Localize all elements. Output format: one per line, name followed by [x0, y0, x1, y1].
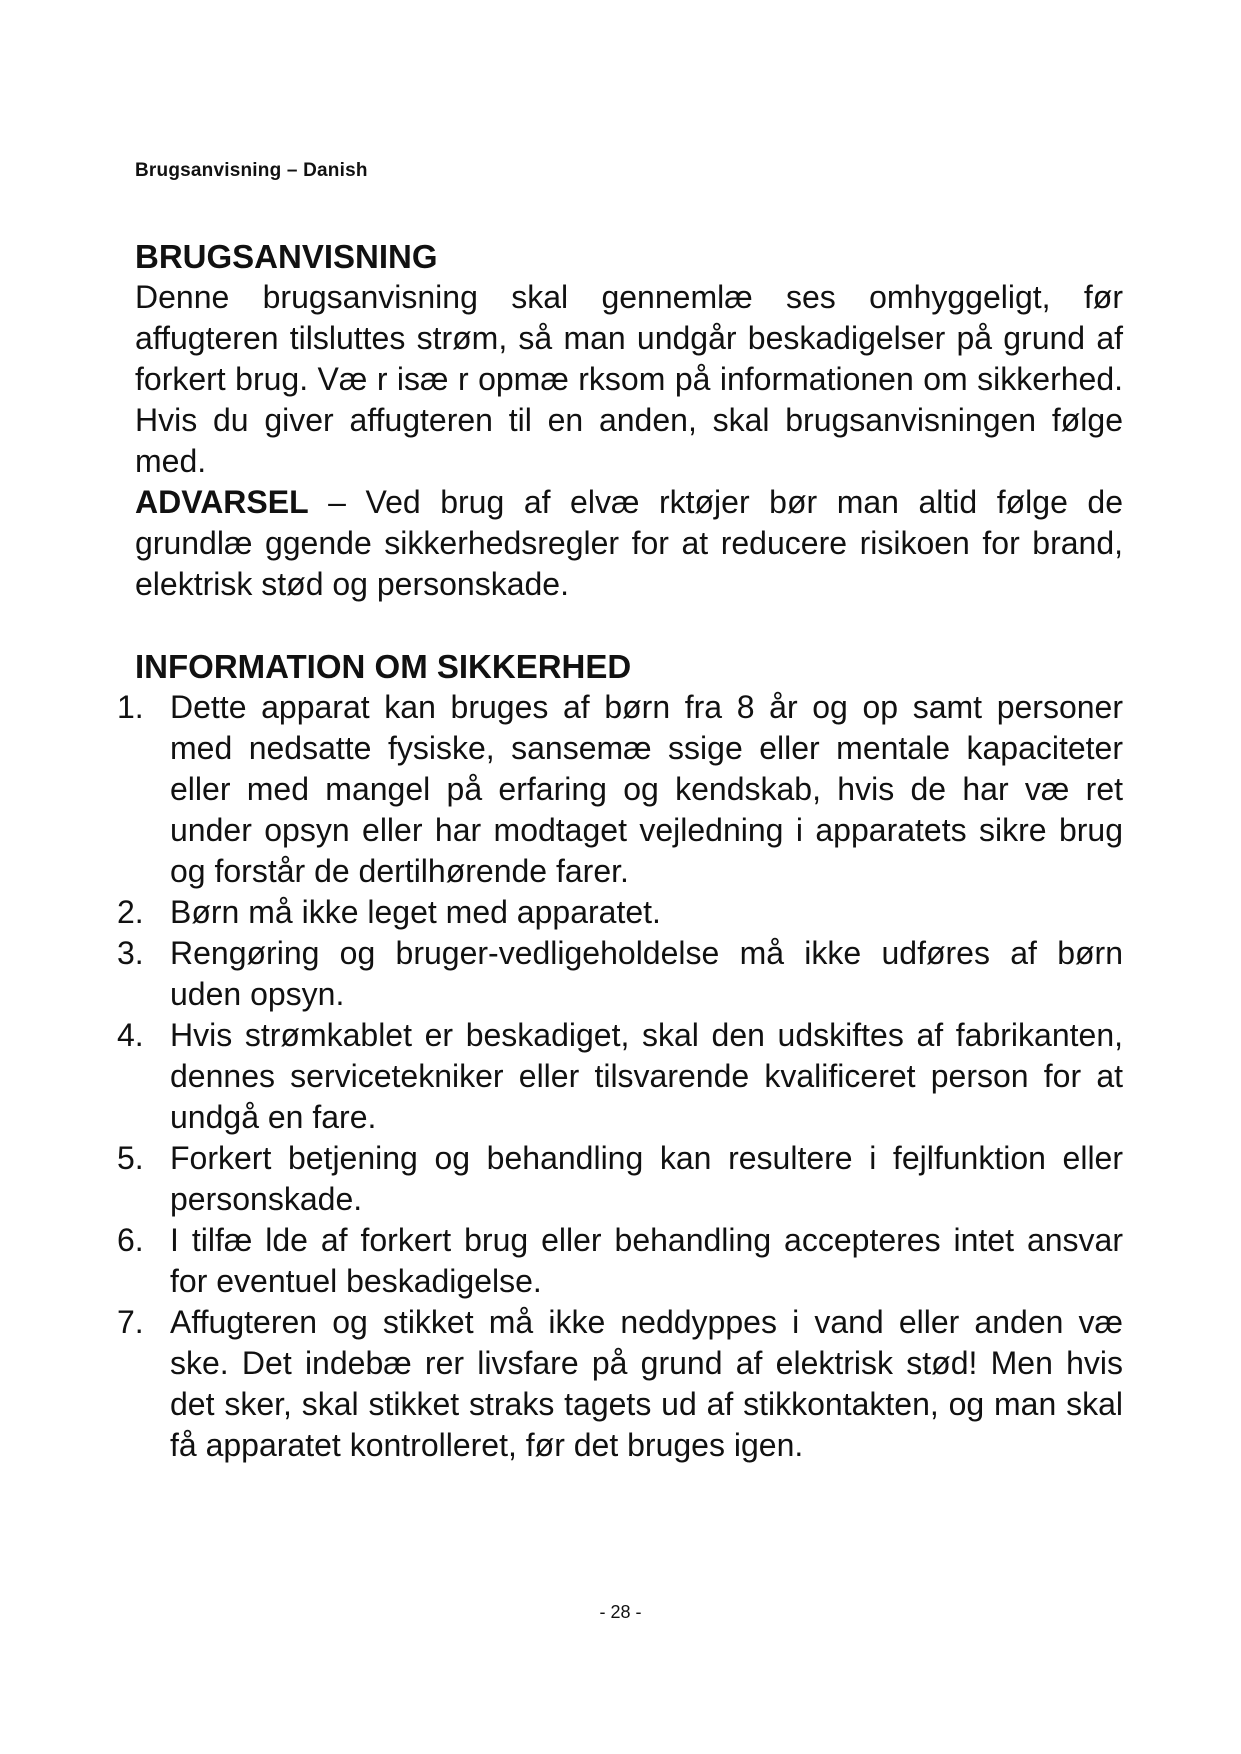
section-spacer [135, 605, 1123, 646]
list-item [117, 1015, 1123, 1138]
warning-label: ADVARSEL [135, 484, 309, 520]
list-item-number: 4. [117, 1017, 144, 1053]
page-number: - 28 - [599, 1602, 642, 1622]
list-item-text: I tilfæ lde af forkert brug eller behandling accepteres intet ansvar for eventuel beskadigelse. [170, 1222, 1123, 1299]
list-item-text: Affugteren og stikket må ikke neddyppes i vand eller anden væ ske. Det indebæ rer livsfare på grund af elektrisk stød! Men hvis det sker, skal stikket straks tagets ud af stikkontakten, og man skal få apparatet kontrolleret, før det bruges igen. [170, 1304, 1123, 1463]
list-item-text: Forkert betjening og behandling kan resultere i fejlfunktion eller personskade. [170, 1140, 1123, 1217]
list-item-number: 5. [117, 1140, 144, 1176]
list-item-text: Dette apparat kan bruges af børn fra 8 år og op samt personer med nedsatte fysiske, sansemæ ssige eller mentale kapaciteter eller med mangel på erfaring og kendskab, hvis de har væ ret under opsyn eller har modtaget vejledning i apparatets sikre brug og forstår de dertilhørende farer. [170, 689, 1123, 889]
list-item [117, 892, 1123, 933]
list-item [117, 687, 1123, 892]
warning-text: – Ved brug af elvæ rktøjer bør man altid følge de grundlæ ggende sikkerhedsregler for at reducere risikoen for brand, elektrisk stød og personskade. [135, 484, 1123, 602]
list-item-text: Rengøring og bruger-vedligeholdelse må ikke udføres af børn uden opsyn. [170, 935, 1123, 1012]
list-item-number: 7. [117, 1304, 144, 1340]
warning-paragraph [135, 482, 1123, 605]
section-heading-brugsanvisning: BRUGSANVISNING [135, 238, 438, 275]
main-content [117, 236, 1123, 1466]
safety-list [117, 687, 1123, 1466]
list-item-text: Hvis strømkablet er beskadiget, skal den udskiftes af fabrikanten, dennes servicetekniker eller tilsvarende kvalificeret person for at undgå en fare. [170, 1017, 1123, 1135]
list-item [117, 933, 1123, 1015]
list-item-number: 1. [117, 689, 144, 725]
list-item [117, 1138, 1123, 1220]
list-item-number: 3. [117, 935, 144, 971]
list-item [117, 1220, 1123, 1302]
intro-paragraph: Denne brugsanvisning skal gennemlæ ses omhyggeligt, før affugteren tilsluttes strøm, så man undgår beskadigelser på grund af forkert brug. Væ r isæ r opmæ rksom på informationen om sikkerhed. Hvis du giver affugteren til en anden, skal brugsanvisningen følge med. [135, 279, 1123, 479]
list-item-number: 6. [117, 1222, 144, 1258]
list-item-text: Børn må ikke leget med apparatet. [170, 894, 661, 930]
section-heading-safety: INFORMATION OM SIKKERHED [135, 648, 632, 685]
list-item [117, 1302, 1123, 1466]
running-header: Brugsanvisning – Danish [135, 160, 368, 181]
list-item-number: 2. [117, 894, 144, 930]
